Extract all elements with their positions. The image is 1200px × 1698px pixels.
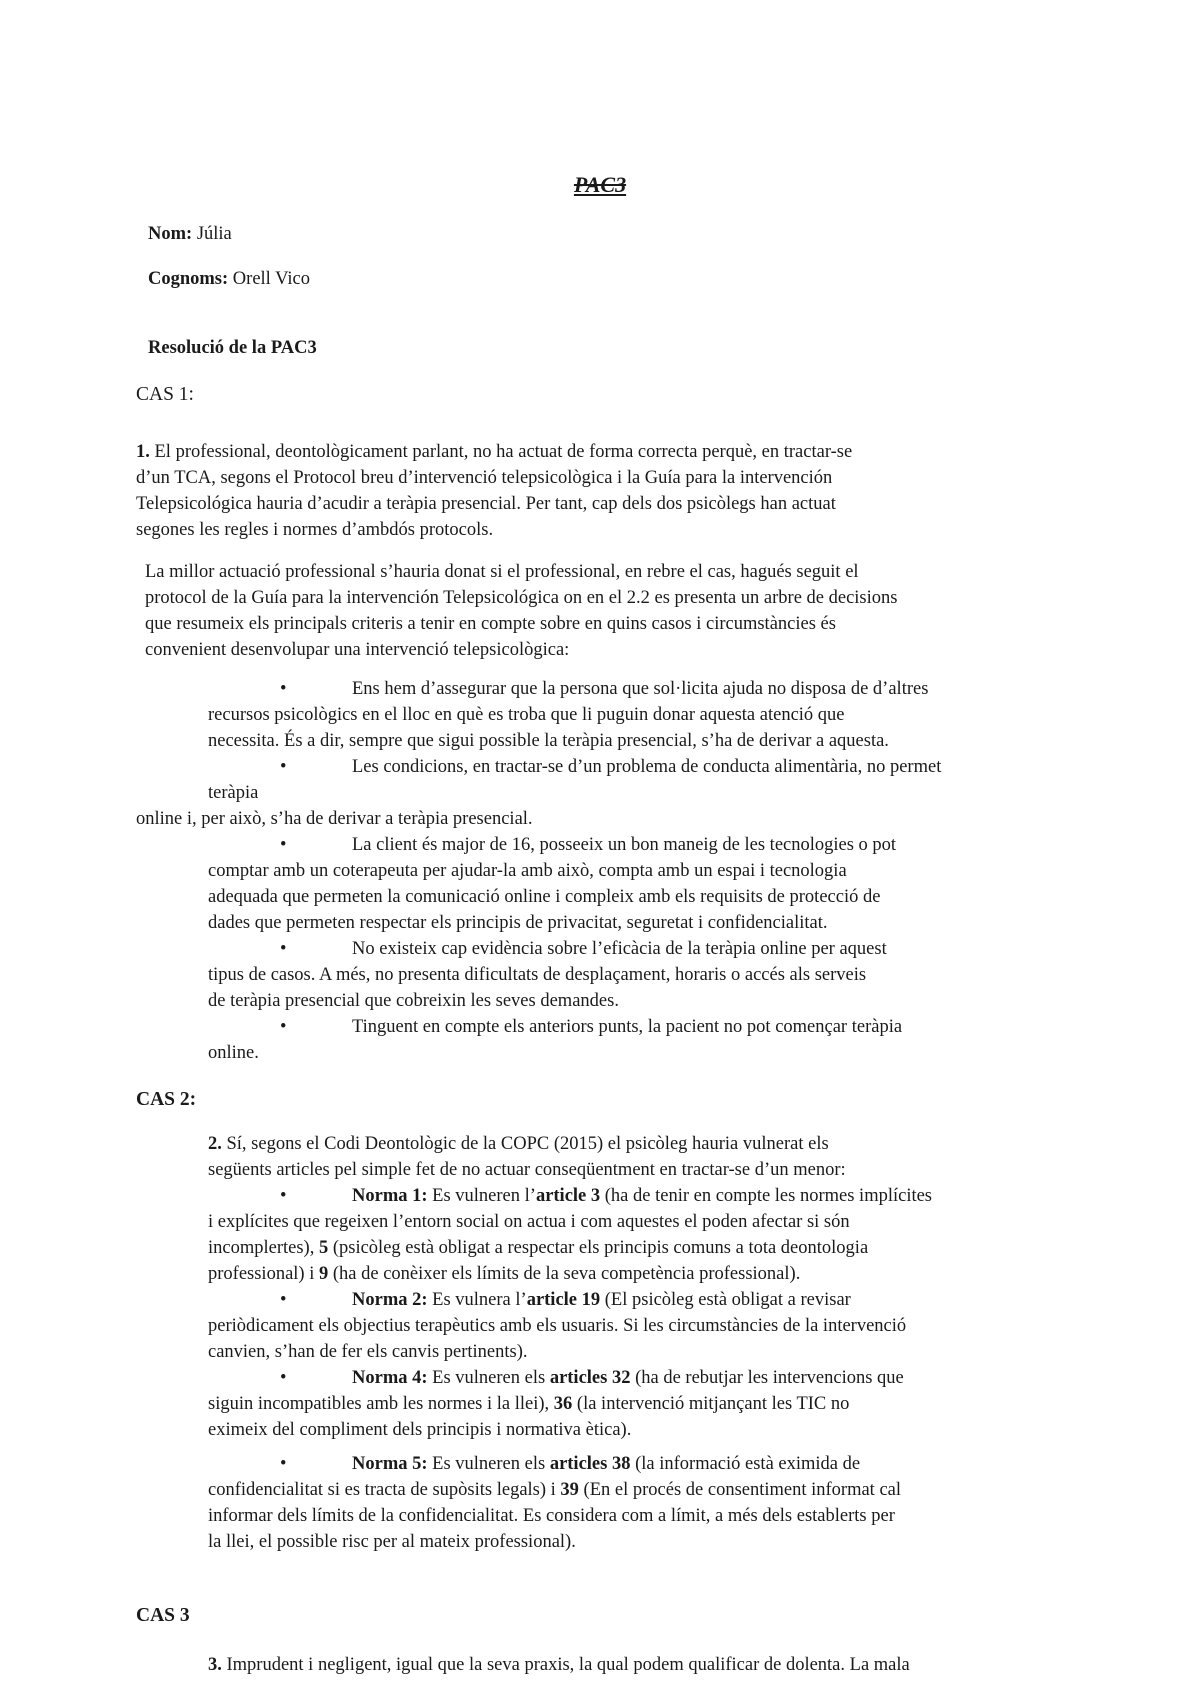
text-line: Telepsicológica hauria d’acudir a teràpia presencial. Per tant, cap dels dos psicòlegs han actuat — [136, 494, 836, 514]
text-line: teràpia — [208, 783, 259, 803]
text-line: Ens hem d’assegurar que la persona que sol·licita ajuda no disposa de d’altres — [352, 679, 929, 699]
list-item — [0, 936, 1200, 1014]
bullet-icon: • — [280, 1290, 287, 1310]
norm-2-line — [352, 1287, 851, 1313]
name-value: Júlia — [192, 224, 232, 244]
text-span: confidencialitat si es tracta de supòsits legals) i — [208, 1480, 561, 1500]
bullet-icon: • — [280, 1454, 287, 1474]
text-line: informar dels límits de la confidencialitat. Es considera com a límit, a més dels establerts per — [208, 1506, 895, 1526]
list-item — [0, 1287, 1200, 1365]
list-item — [0, 754, 1200, 832]
text-line: recursos psicològics en el lloc en què es troba que li puguin donar aquesta atenció que — [208, 705, 845, 725]
cas2-norm-list — [0, 1183, 1200, 1555]
document-title: PAC3 — [573, 172, 627, 197]
text-span: Es vulneren l’ — [427, 1186, 536, 1206]
text-line: necessita. És a dir, sempre que sigui possible la teràpia presencial, s’ha de derivar a aquesta. — [208, 731, 889, 751]
article-ref: 9 — [318, 1264, 329, 1284]
name-label: Nom: — [148, 224, 193, 244]
bullet-icon: • — [280, 1368, 287, 1388]
bullet-icon: • — [280, 757, 287, 777]
resolution-heading: Resolució de la PAC3 — [148, 338, 317, 358]
text-span: (El psicòleg està obligat a revisar — [600, 1290, 851, 1310]
cas3-heading: CAS 3 — [136, 1605, 190, 1626]
text-span: (psicòleg està obligat a respectar els principis comuns a tota deontologia — [328, 1238, 869, 1258]
norm-1-line — [352, 1183, 932, 1209]
text-line: periòdicament els objectius terapèutics amb els usuaris. Si les circumstàncies de la intervenció — [208, 1316, 907, 1336]
list-item — [0, 1451, 1200, 1555]
cas1-answer-1 — [136, 439, 852, 543]
bullet-icon: • — [280, 1017, 287, 1037]
list-item — [0, 1014, 1200, 1066]
text-line — [208, 1391, 849, 1417]
text-line: No existeix cap evidència sobre l’eficàcia de la teràpia online per aquest — [352, 939, 887, 959]
norm-5-line — [352, 1451, 860, 1477]
text-line — [208, 1477, 901, 1503]
text-line: Imprudent i negligent, igual que la seva praxis, la qual podem qualificar de dolenta. La mala — [221, 1655, 910, 1675]
text-line: la llei, el possible risc per al mateix professional). — [208, 1532, 576, 1552]
text-line: d’un TCA, segons el Protocol breu d’intervenció telepsicològica i la Guía para la intervención — [136, 468, 833, 488]
cas1-bullet-list — [0, 676, 1200, 1066]
q2-number: 2. — [208, 1134, 222, 1154]
text-span: Es vulnera l’ — [427, 1290, 527, 1310]
text-span: professional) i — [208, 1264, 319, 1284]
norm-label: Norma 4: — [352, 1368, 428, 1388]
text-line — [208, 1235, 868, 1261]
article-ref: 5 — [318, 1238, 329, 1258]
cas1-paragraph-2 — [145, 559, 897, 663]
norm-label: Norma 5: — [352, 1454, 428, 1474]
norm-label: Norma 1: — [352, 1186, 428, 1206]
q1-number: 1. — [136, 442, 150, 462]
bullet-icon: • — [280, 1186, 287, 1206]
text-line: protocol de la Guía para la intervención Telepsicológica on en el 2.2 es presenta un arbre de decisions — [145, 588, 898, 608]
surname-label: Cognoms: — [148, 269, 229, 289]
text-line: tipus de casos. A més, no presenta dificultats de desplaçament, horaris o accés als serveis — [208, 965, 867, 985]
text-line: que resumeix els principals criteris a tenir en compte sobre en quins casos i circumstàncies és — [145, 614, 836, 634]
text-line: Sí, segons el Codi Deontològic de la COPC (2015) el psicòleg hauria vulnerat els — [221, 1134, 829, 1154]
text-line: segones les regles i normes d’ambdós protocols. — [136, 520, 494, 540]
text-line: canvien, s’han de fer els canvis pertinents). — [208, 1342, 528, 1362]
bullet-icon: • — [280, 835, 287, 855]
cas3-answer — [208, 1652, 910, 1678]
text-line: online. — [208, 1043, 259, 1063]
cas2-heading: CAS 2: — [136, 1089, 197, 1110]
text-line: següents articles pel simple fet de no actuar conseqüentment en tractar-se d’un menor: — [208, 1160, 846, 1180]
list-item — [0, 676, 1200, 754]
text-span: siguin incompatibles amb les normes i la llei), — [208, 1394, 554, 1414]
q3-number: 3. — [208, 1655, 222, 1675]
text-line: La millor actuació professional s’hauria donat si el professional, en rebre el cas, hagués seguit el — [145, 562, 859, 582]
norm-label: Norma 2: — [352, 1290, 428, 1310]
text-span: incomplertes), — [208, 1238, 319, 1258]
text-line: comptar amb un coterapeuta per ajudar-la amb això, compta amb un espai i tecnologia — [208, 861, 847, 881]
article-ref: 36 — [553, 1394, 573, 1414]
bullet-icon: • — [280, 939, 287, 959]
text-span: (la informació està eximida de — [630, 1454, 861, 1474]
bullet-icon: • — [280, 679, 287, 699]
article-ref: article 19 — [526, 1290, 601, 1310]
text-line: dades que permeten respectar els principis de privacitat, seguretat i confidencialitat. — [208, 913, 828, 933]
text-line: eximeix del compliment dels principis i normativa ètica). — [208, 1420, 632, 1440]
text-span: Es vulneren els — [427, 1454, 550, 1474]
text-span: (la intervenció mitjançant les TIC no — [572, 1394, 850, 1414]
surname-value: Orell Vico — [228, 269, 310, 289]
text-line: online i, per això, s’ha de derivar a teràpia presencial. — [136, 809, 533, 829]
text-line: de teràpia presencial que cobreixin les seves demandes. — [208, 991, 619, 1011]
text-line — [208, 1261, 800, 1287]
list-item — [0, 1183, 1200, 1287]
article-ref: articles 32 — [549, 1368, 631, 1388]
norm-4-line — [352, 1365, 904, 1391]
text-line: adequada que permeten la comunicació online i compleix amb els requisits de protecció de — [208, 887, 881, 907]
article-ref: articles 38 — [549, 1454, 631, 1474]
cas2-answer — [208, 1131, 846, 1183]
text-line: Tinguent en compte els anteriors punts, la pacient no pot començar teràpia — [352, 1017, 903, 1037]
article-ref: 39 — [560, 1480, 579, 1500]
text-span: (ha de conèixer els límits de la seva competència professional). — [328, 1264, 801, 1284]
text-span: Es vulneren els — [427, 1368, 550, 1388]
text-span: (ha de tenir en compte les normes implícites — [600, 1186, 933, 1206]
text-line: Les condicions, en tractar-se d’un problema de conducta alimentària, no permet — [352, 757, 942, 777]
text-span: (En el procés de consentiment informat cal — [578, 1480, 902, 1500]
text-line: La client és major de 16, posseeix un bon maneig de les tecnologies o pot — [352, 835, 897, 855]
name-line — [148, 221, 232, 247]
text-span: (ha de rebutjar les intervencions que — [630, 1368, 904, 1388]
text-line: convenient desenvolupar una intervenció telepsicològica: — [145, 640, 570, 660]
text-line: i explícites que regeixen l’entorn social on actua i com aquestes el poden afectar si són — [208, 1212, 850, 1232]
cas1-heading: CAS 1: — [136, 384, 194, 405]
article-ref: article 3 — [535, 1186, 601, 1206]
text-line: El professional, deontològicament parlant, no ha actuat de forma correcta perquè, en tractar-se — [149, 442, 853, 462]
surname-line — [148, 266, 310, 292]
list-item — [0, 1365, 1200, 1451]
list-item — [0, 832, 1200, 936]
